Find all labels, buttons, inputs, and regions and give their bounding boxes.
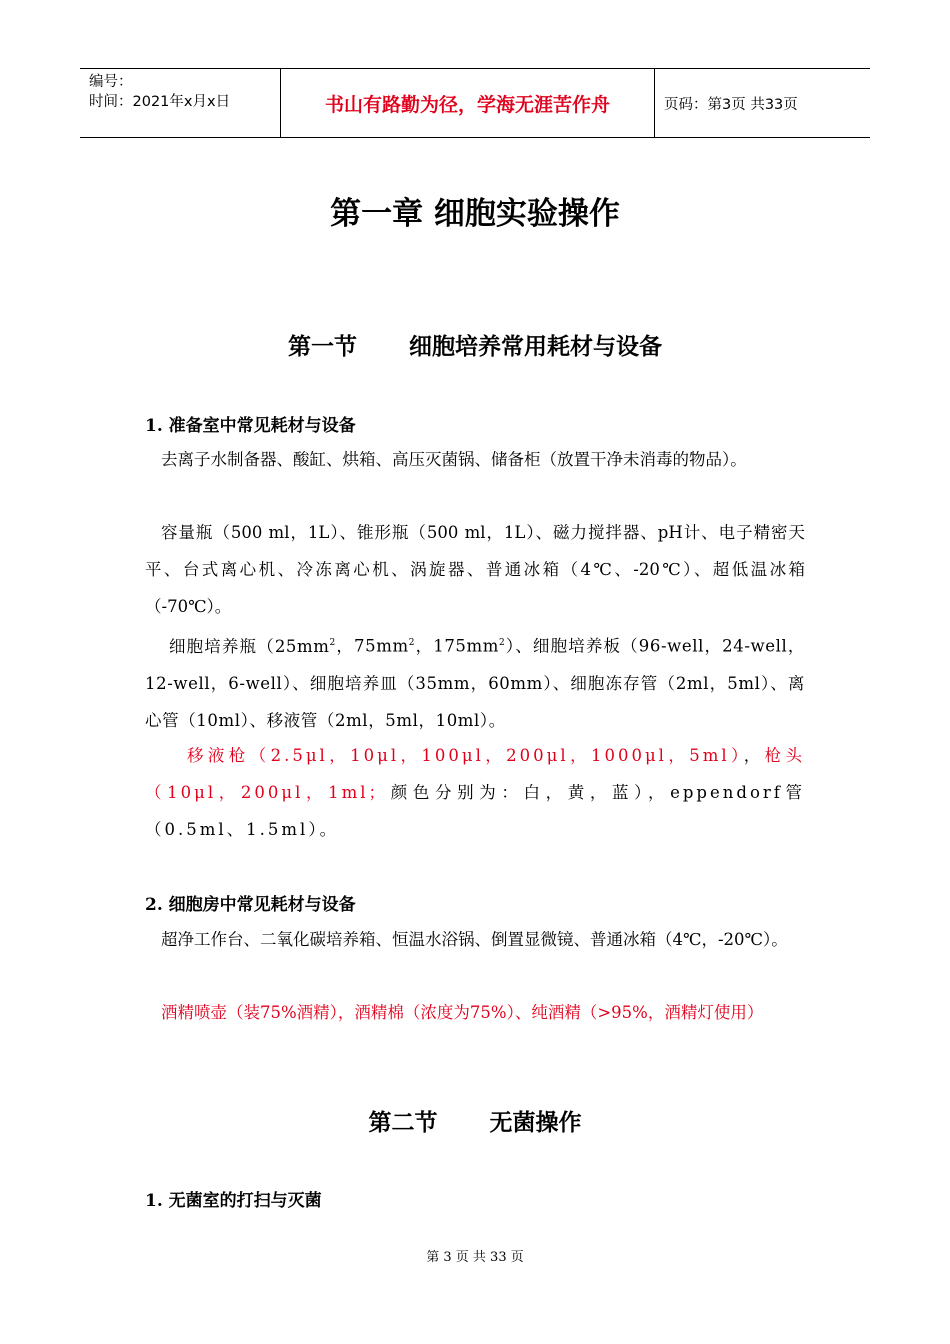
subheading-1: 1. 准备室中常见耗材与设备 xyxy=(145,416,356,436)
section-number: 第一节 xyxy=(288,334,357,360)
subheading-2: 2. 细胞房中常见耗材与设备 xyxy=(145,895,356,915)
paragraph-6: 酒精喷壶（装75%酒精），酒精棉（浓度为75%）、纯酒精（>95%，酒精灯使用） xyxy=(161,1003,764,1022)
section-name: 无菌操作 xyxy=(489,1110,582,1136)
paragraph-2: 容量瓶（500 ml，1L）、锥形瓶（500 ml，1L）、磁力搅拌器、pH计、电子精密天平、台式离心机、冷冻离心机、涡旋器、普通冰箱（4℃、-20℃）、超低温冰箱（-70℃）。 xyxy=(145,523,805,616)
paragraph-5: 超净工作台、二氧化碳培养箱、恒温水浴锅、倒置显微镜、普通冰箱（4℃，-20℃）。 xyxy=(161,930,788,949)
section-heading-1 xyxy=(0,328,950,361)
subheading-3: 1. 无菌室的打扫与灭菌 xyxy=(145,1191,322,1211)
header-motto: 书山有路勤为径，学海无涯苦作舟 xyxy=(281,69,655,137)
section-name: 细胞培养常用耗材与设备 xyxy=(409,334,662,360)
paragraph-1: 去离子水制备器、酸缸、烘箱、高压灭菌锅、储备柜（放置干净未消毒的物品）。 xyxy=(161,450,747,469)
header-meta xyxy=(80,69,281,137)
section-number: 第二节 xyxy=(368,1110,438,1136)
chapter-title: 第一章 细胞实验操作 xyxy=(330,196,620,232)
section-heading-2 xyxy=(0,1104,950,1137)
page-header xyxy=(80,68,870,138)
paragraph-4: 移液枪（2.5μl，10μl，100μl，200μl，1000μl，5ml），枪头（10μl，200μl，1ml；颜色分别为：白，黄，蓝），eppendorf管（0.5ml、1.5ml）。 xyxy=(145,746,806,839)
number-label: 编号： xyxy=(89,74,133,90)
page-footer: 第 3 页 共 33 页 xyxy=(426,1250,524,1265)
header-page-info: 页码：第3页 共33页 xyxy=(664,96,798,113)
date-label: 时间：2021年x月x日 xyxy=(89,94,231,110)
paragraph-3: 细胞培养瓶（$25mm^2$，$75mm^2$，$175mm^2$）、细胞培养板（96-well，24-well，12-well，6-well）、细胞培养皿（35mm，60mm）、细胞冻存管（2ml，5ml）、离心管（10ml）、移液管（2ml，5ml，10ml）。 xyxy=(145,636,805,730)
